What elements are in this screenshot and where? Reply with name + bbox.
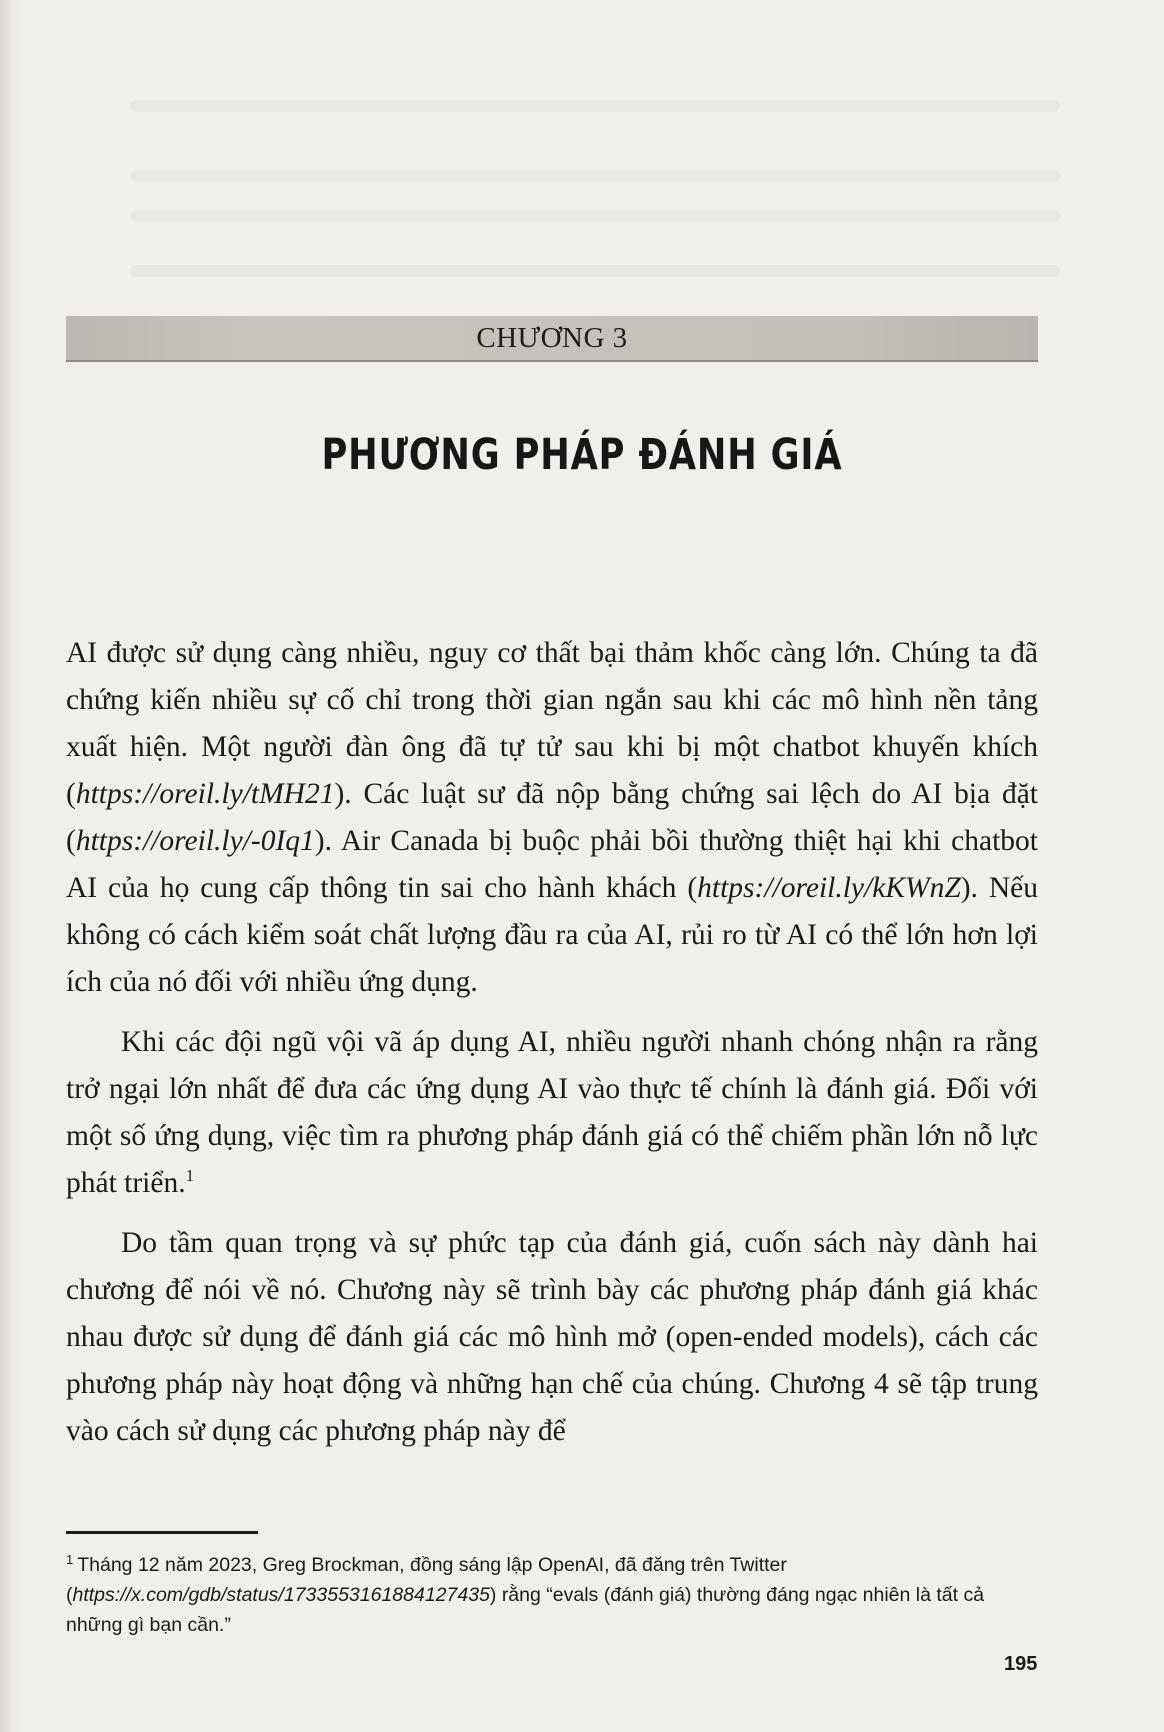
footnote-text-2: ) rằng “evals (đánh giá) thường đáng ngạc nhiên là tất cả những gì bạn cần.” [66,1584,985,1636]
footnote-link[interactable]: https://x.com/gdb/status/1733553161884127435 [72,1584,490,1606]
paragraph-2 [66,1019,1038,1207]
paragraph-1 [66,630,1038,1006]
bleed-through [130,210,1060,222]
footnote [66,1550,1041,1640]
paragraph-3: Do tầm quan trọng và sự phức tạp của đánh giá, cuốn sách này dành hai chương để nói về nó. Chương này sẽ trình bày các phương pháp đánh giá khác nhau được sử dụng để đánh giá các mô hình mở (open-ended models), cách các phương pháp này hoạt động và những hạn chế của chúng. Chương 4 sẽ tập trung vào cách sử dụng các phương pháp này để [66,1227,1038,1447]
page-number: 195 [1004,1653,1038,1675]
footnote-number: 1 [66,1551,74,1567]
p1-text-1: AI được sử dụng càng nhiều, nguy cơ thất bại thảm khốc càng lớn. Chúng ta đã chứng kiến nhiều sự cố chỉ trong thời gian ngắn sau khi các mô hình nền tảng xuất hiện. Một người đàn ông đã tự tử sau khi bị một chatbot khuyến khích ( [66,637,1038,810]
footnote-reference[interactable]: 1 [185,1166,195,1186]
footnote-text-1: Tháng 12 năm 2023, Greg Brockman, đồng sáng lập OpenAI, đã đăng trên Twitter ( [66,1554,787,1606]
chapter-label: CHƯƠNG 3 [476,321,628,354]
bleed-through [130,265,1060,277]
body-text [66,630,1038,1468]
link-kkwnz[interactable]: https://oreil.ly/kKWnZ [697,872,961,904]
p1-text-2: ). Các luật sư đã nộp bằng chứng sai lệch do AI bịa đặt ( [66,778,1038,857]
p1-text-3: ). Air Canada bị buộc phải bồi thường thiệt hại khi chatbot AI của họ cung cấp thông tin sai cho hành khách ( [66,825,1038,904]
bleed-through [130,100,1060,112]
footnote-divider [66,1531,258,1534]
chapter-title: PHƯƠNG PHÁP ĐÁNH GIÁ [321,430,843,480]
page-edge [0,0,22,1732]
bleed-through [130,170,1060,182]
chapter-banner [66,316,1038,362]
link-0iq1[interactable]: https://oreil.ly/-0Iq1 [75,825,315,857]
link-tmh21[interactable]: https://oreil.ly/tMH21 [75,778,335,810]
p1-text-4: ). Nếu không có cách kiểm soát chất lượng đầu ra của AI, rủi ro từ AI có thể lớn hơn lợi ích của nó đối với nhiều ứng dụng. [66,872,1038,998]
p2-text: Khi các đội ngũ vội vã áp dụng AI, nhiều người nhanh chóng nhận ra rằng trở ngại lớn nhất để đưa các ứng dụng AI vào thực tế chính là đánh giá. Đối với một số ứng dụng, việc tìm ra phương pháp đánh giá có thể chiếm phần lớn nỗ lực phát triển. [66,1026,1038,1199]
